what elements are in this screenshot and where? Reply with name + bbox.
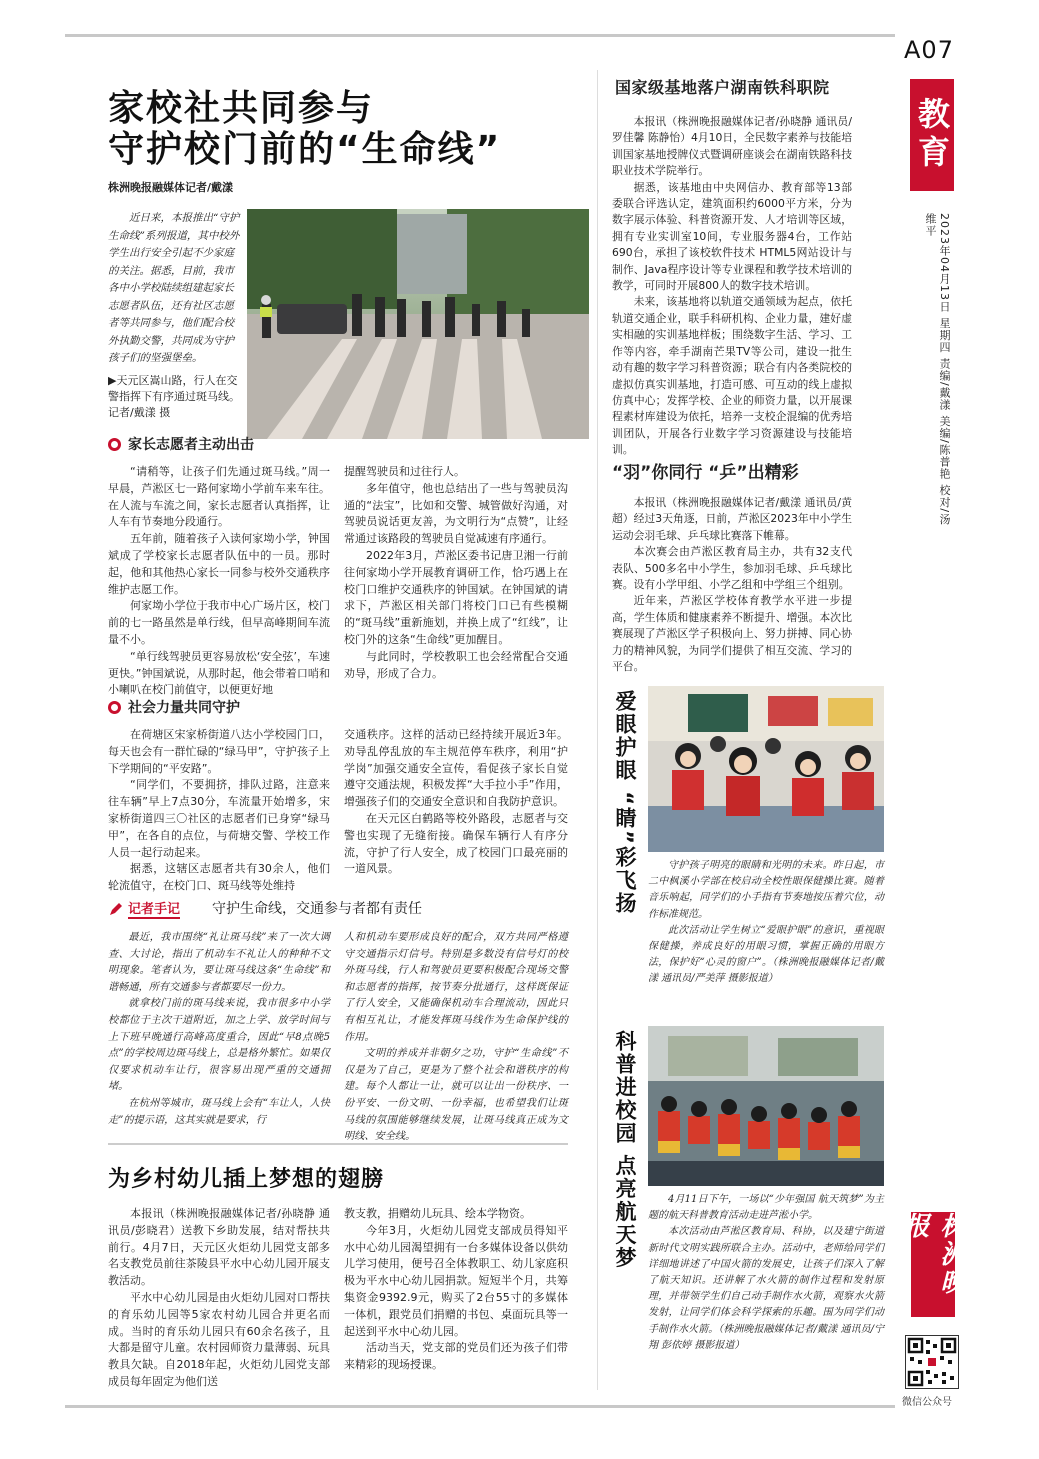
main-title-line1: 家校社共同参与 xyxy=(108,88,375,129)
village-col2 xyxy=(344,1206,568,1374)
commentary-label-text: 记者手记 xyxy=(128,898,180,919)
section2-heading xyxy=(108,697,240,717)
badminton-body xyxy=(612,495,852,675)
main-intro xyxy=(108,210,240,368)
date-line: 2023年04月13日 星期四 责编/戴漾 美编/陈普艳 校对/汤维平 xyxy=(924,213,951,526)
paragraph: 4月11日下午，一场以“少年强国 航天筑梦”为主题的航天科普教育活动走进芦淞小学。 xyxy=(648,1194,884,1222)
paragraph: 在荷塘区宋家桥街道八达小学校园门口，每天也会有一群忙碌的“绿马甲”，守护孩子上下学期间的“平安路”。 xyxy=(108,728,330,775)
paragraph: “单行线驾驶员更容易放松‘安全弦’，车速更快。”钟国斌说，从那时起，他会带着口哨和小喇叭在校门前值守，以便更好地 xyxy=(108,649,330,697)
classroom-photo xyxy=(648,686,884,852)
paragraph: 人和机动车要形成良好的配合，双方共同严格遵守交通指示灯信号。特别是多数没有信号灯的校外斑马线，行人和驾驶员更要积极配合现场交警和志愿者的指挥，按节奏分批通行，这样既保证了行人安全，又能确保机动车合理流动，因此只有相互礼让，才能发挥斑马线作为生命保护线的作用。 xyxy=(344,932,568,1043)
rail-body xyxy=(612,114,852,459)
paragraph: 今年3月，火炬幼儿园党支部成员得知平水中心幼儿园渴望拥有一台多媒体设备以供幼儿学习使用，便号召全体教职工、幼儿家庭积极为平水中心幼儿园捐款。短短半个月，共筹集资金9392.9元，购买了2台55寸的多媒体一体机，跟党员们捐赠的书包、桌面玩具等一起送到平水中心幼儿园。 xyxy=(344,1223,568,1338)
science-caption xyxy=(648,1192,884,1354)
schoolyard-photo-graphic xyxy=(648,1026,884,1186)
section2-col2 xyxy=(344,727,568,878)
paragraph: 与此同时，学校教职工也会经常配合交通劝导，形成了合力。 xyxy=(344,649,568,680)
science-title: 科普进校园 点亮航天梦 xyxy=(613,1030,637,1270)
paragraph: 交通秩序。这样的活动已经持续开展近3年。劝导乱停乱放的车主规范停车秩序，利用“护学岗”加强交通安全宣传，看促孩子家长自觉遵守交通法规，积极发挥“大手拉小手”作用，增强孩子们的交通安全意识和自我防护意识。 xyxy=(344,728,568,809)
column-divider xyxy=(597,70,598,1390)
paragraph: 2022年3月，芦淞区委书记唐卫湘一行前往何家坳小学开展教育调研工作，恰巧遇上在校门口维护交通秩序的钟国斌。在钟国斌的请求下，芦淞区相关部门将校门口已有些模糊的“斑马线”重新施划，并换上成了“红线”，让校门外的这条“生命线”更加醒目。 xyxy=(344,548,568,646)
brand-text: 株洲晚报 xyxy=(899,1212,966,1296)
paragraph: 本报讯（株洲晚报融媒体记者/孙晓静 通讯员/彭晓君）送教下乡助发展，结对帮扶共前行。4月7日，天元区火炬幼儿园党支部多名支教党员前往茶陵县平水中心幼儿园开展支教活动。 xyxy=(108,1207,330,1288)
page-number: A07 xyxy=(904,36,954,64)
section2-col1 xyxy=(108,727,330,895)
paragraph: 活动当天，党支部的党员们还为孩子们带来精彩的现场授课。 xyxy=(344,1341,568,1372)
section1-heading-text: 家长志愿者主动出击 xyxy=(128,437,254,453)
section-label: 教育 xyxy=(913,97,951,173)
paragraph: 本报讯（株洲晚报融媒体记者/戴漾 通讯员/黄超）经过3天角逐，日前，芦淞区2023年中小学生运动会羽毛球、乒乓球比赛落下帷幕。 xyxy=(612,496,852,542)
paragraph: 五年前，随着孩子入读何家坳小学，钟国斌成了学校家长志愿者队伍中的一员。那时起，他和其他热心家长一同参与校外交通秩序维护志愿工作。 xyxy=(108,532,330,596)
rail-title: 国家级基地落户湖南铁科职院 xyxy=(615,78,830,97)
main-title-line2: 守护校门前的“生命线” xyxy=(108,129,502,170)
intro-paragraph: 近日来，本报推出“守护生命线”系列报道，其中校外学生出行安全引起不少家庭的关注。据悉，目前，我市各中小学校陆续组建起家长志愿者队伍，还有社区志愿者等共同参与，他们配合校外执勤交警，共同成为守护孩子们的坚强堡垒。 xyxy=(108,212,240,364)
bottom-rule xyxy=(65,1405,895,1408)
section1-heading xyxy=(108,434,254,454)
commentary-col2 xyxy=(344,930,568,1146)
paragraph: 此次活动让学生树立“爱眼护眼”的意识，重视眼保健操，养成良好的用眼习惯，掌握正确的用眼方法，保护好“心灵的窗户”。（株洲晚报融媒体记者/戴漾 通讯员/严美萍 摄影报道） xyxy=(648,924,884,985)
paragraph: “同学们，不要拥挤，排队过路，注意来往车辆”早上7点30分，车流量开始增多，宋家桥街道四三〇社区的志愿者们已身穿“绿马甲”，在各自的点位，与荷塘交警、学校工作人员一起行动起来。 xyxy=(108,778,330,859)
paragraph: 本次活动由芦淞区教育局、科协，以及建宁街道新时代文明实践所联合主办。活动中，老师给同学们详细地讲述了中国火箭的发展史，让孩子们深入了解了航天知识。还讲解了水火箭的制作过程和发射原理，并带领学生们自己动手制作水火箭，观察水火箭发射，让同学们体会科学探索的乐趣。围为同学们动手制作水火箭。（株洲晚报融媒体记者/戴漾 通讯员/宁翔 彭依婷 摄影报道） xyxy=(648,1226,884,1351)
section-bullet-icon xyxy=(108,701,121,714)
qr-code-graphic xyxy=(906,1336,958,1388)
badminton-title: “羽”你同行 “乒”出精彩 xyxy=(612,463,799,483)
commentary-col1 xyxy=(108,930,330,1129)
village-title: 为乡村幼儿插上梦想的翅膀 xyxy=(108,1167,385,1192)
section2-heading-text: 社会力量共同守护 xyxy=(128,700,240,716)
brand-logo xyxy=(899,1212,966,1317)
paragraph: 据悉，这辖区志愿者共有30余人，他们轮流值守，在校门口、斑马线等处维持 xyxy=(108,862,330,893)
crosswalk-photo-graphic xyxy=(247,209,589,439)
paragraph: 本报讯（株洲晚报融媒体记者/孙晓静 通讯员/罗佳馨 陈静怡）4月10日，全民数字素养与技能培训国家基地授牌仪式暨调研座谈会在湖南铁路科技职业技术学院举行。 xyxy=(612,115,852,178)
eye-caption xyxy=(648,858,884,988)
paragraph: 最近，我市围绕“礼让斑马线”来了一次大调查、大讨论，指出了机动车不礼让人的种种不文明现象。笔者认为，要让斑马线这条“生命线”和谐畅通，所有交通参与者都要尽一份力。 xyxy=(108,932,330,993)
paragraph: 提醒驾驶员和过往行人。 xyxy=(344,465,465,478)
paragraph: 多年值守，他也总结出了一些与驾驶员沟通的“法宝”，比如和交警、城管做好沟通，对驾驶员说话更友善，为文明行为“点赞”，让经常通过该路段的驾驶员自觉减速有序通行。 xyxy=(344,481,568,546)
crosswalk-photo xyxy=(247,209,589,439)
paragraph: 据悉，该基地由中央网信办、教育部等13部委联合评选认定，建筑面积约6000平方米，分为数字展示体验、科普资源开发、人才培训等区域，拥有专业实训室10间，专业服务器4台，工作站690台，承担了该校软件技术 HTML5网站设计与制作、Java程序设计等专业课程和教学技术培训的教学，可同时开展800人的数字技术培训。 xyxy=(612,180,852,293)
paragraph: 在天元区白鹤路等校外路段，志愿者与交警也实现了无缝衔接。确保车辆行人有序分流，守护了行人安全，成了校园门口最亮丽的一道风景。 xyxy=(344,811,568,876)
top-rule xyxy=(65,34,895,37)
pen-icon xyxy=(108,901,124,917)
paragraph: 教支教，捐赠幼儿玩具、绘本学物资。 xyxy=(344,1207,531,1220)
schoolyard-photo xyxy=(648,1026,884,1186)
photo-caption: ▶天元区嵩山路，行人在交警指挥下有序通过斑马线。 记者/戴漾 摄 xyxy=(108,374,240,419)
section-bullet-icon xyxy=(108,438,121,451)
section1-col2 xyxy=(344,464,568,682)
section1-col1 xyxy=(108,464,330,699)
commentary-heading: 守护生命线，交通参与者都有责任 xyxy=(212,901,422,917)
village-col1 xyxy=(108,1206,330,1391)
paragraph: 在杭州等城市，斑马线上会有“车让人，人快走”的提示语，这其实就是要求，行 xyxy=(108,1097,330,1126)
classroom-photo-graphic xyxy=(648,686,884,852)
qr-code xyxy=(905,1335,959,1389)
eye-title: 爱眼护眼 “睛”彩飞扬 xyxy=(613,690,637,915)
paragraph: 守护孩子明亮的眼睛和光明的未来。昨日起，市二中枫溪小学部在校启动全校性眼保健操比赛。随着音乐响起，同学们的小手指有节奏地按压着穴位，动作标准规范。 xyxy=(648,860,884,920)
paragraph: 就拿校门前的斑马线来说，我市很多中小学校都位于主次干道附近，加之上学、放学时间与上下班早晚通行高峰高度重合，因此“早8点晚5点”的学校周边斑马线上，总是格外繁忙。如果仅仅要求机动车让行，很容易出现严重的交通拥堵。 xyxy=(108,998,330,1093)
main-byline: 株洲晚报融媒体记者/戴漾 xyxy=(108,181,234,194)
paragraph: 文明的养成并非朝夕之功，守护“生命线”不仅是为了自己，更是为了整个社会和谐秩序的构建。每个人都让一让，就可以让出一份秩序、一份平安、一份文明、一份幸福，也希望我们让斑马线的氛围能够继续发展，让斑马线真正成为文明线、安全线。 xyxy=(344,1048,568,1143)
paragraph: 平水中心幼儿园是由火炬幼儿园对口帮扶的育乐幼儿园等5家农村幼儿园合并更名而成。当时的育乐幼儿园只有60余名孩子，且大都是留守儿童。农村园师资力量薄弱、玩具教具欠缺。自2018年起，火炬幼儿园党支部成员每年固定为他们送 xyxy=(108,1290,330,1388)
paragraph: 本次赛会由芦淞区教育局主办，共有32支代表队、500多名中小学生，参加羽毛球、乒乓球比赛。设有小学甲组、小学乙组和中学组三个组别。 xyxy=(612,545,852,592)
commentary-label xyxy=(108,898,180,919)
divider-line xyxy=(108,1143,568,1145)
paragraph: “请稍等，让孩子们先通过斑马线。”周一早晨，芦淞区七一路何家坳小学前车来车往。在人流与车流之间，家长志愿者认真指挥，让人车有节奏地分段通行。 xyxy=(108,465,330,529)
section-banner xyxy=(910,79,954,191)
qr-caption: 微信公众号 xyxy=(902,1397,952,1408)
paragraph: 近年来，芦淞区学校体育教学水平进一步提高，学生体质和健康素养不断提升、增强。本次比赛展现了芦淞区学子积极向上、努力拼搏、同心协力的精神风貌，为同学们提供了相互交流、学习的平台。 xyxy=(612,594,852,674)
paragraph: 何家坳小学位于我市中心广场片区，校门前的七一路虽然是单行线，但早高峰期间车流量不小。 xyxy=(108,599,330,646)
paragraph: 未来，该基地将以轨道交通领域为起点，依托轨道交通企业，联手科研机构、企业力量，建好虚实相融的实训基地样板；围绕数字生活、学习、工作等内容，牵手湖南芒果TV等公司，建设一批生动有趣的数字学习科普资源；联合有内各类院校的虚拟仿真实训基地，打造可感、可互动的线上虚拟仿真中心；发挥学校、企业的师资力量，以开展课程素材库建设为依托，培养一支校企混编的优秀培训团队，开展各行业数字学习资源建设与技能培训。 xyxy=(612,295,852,457)
